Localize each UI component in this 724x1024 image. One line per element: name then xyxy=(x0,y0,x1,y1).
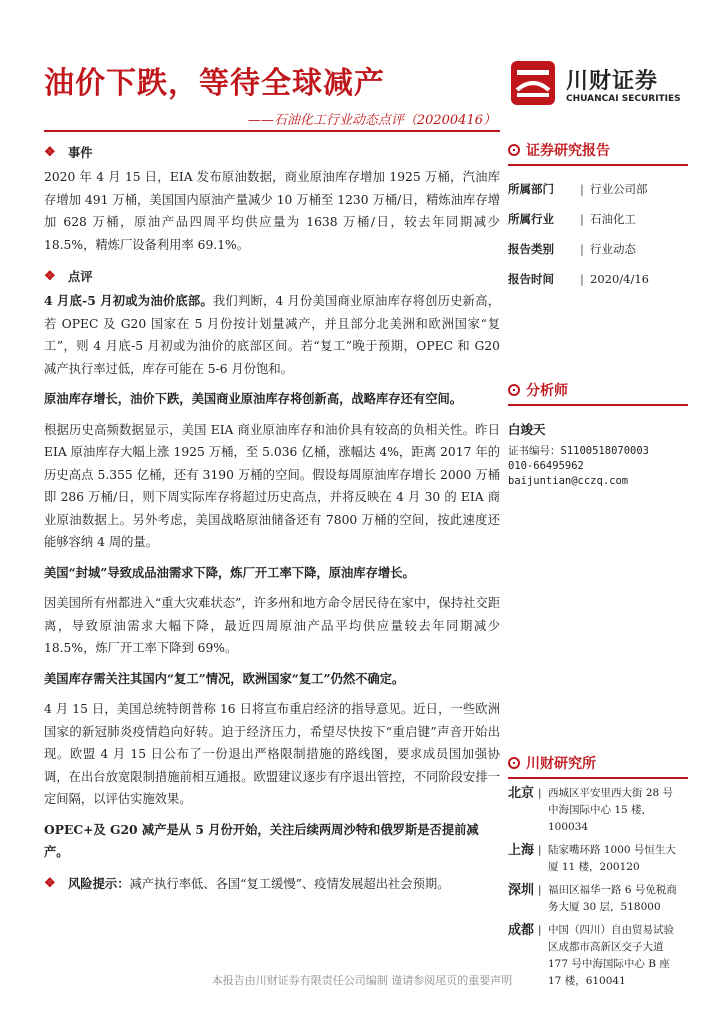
office-address: 中国（四川）自由贸易试验区成都市高新区交子大道 177 号中海国际中心 B 座 17 楼，610041 xyxy=(548,924,674,987)
report-info-head xyxy=(508,140,688,166)
analyst-phone: 010-66495962 xyxy=(508,460,584,472)
info-row: 报告时间 | 2020/4/16 xyxy=(508,272,649,286)
office-item: 深圳 | 福田区福华一路 6 号免税商务大厦 30 层，518000 xyxy=(508,882,688,916)
risk-section xyxy=(44,872,500,898)
diamond-bullet-icon: ❖ xyxy=(44,876,56,892)
event-paragraph: 2020 年 4 月 15 日，EIA 发布原油数据，商业原油库存增加 1925 万桶，汽油库存增加 491 万桶，美国国内原油产量减少 10 万桶至 1230 万桶/日，精炼油库存增加 628 万桶，原油产品四周平均供应量为 1638 万桶/日，较去年同期减少 18.5%，精炼厂设备利用率 69.1%。 xyxy=(44,170,500,252)
subheading-opec: OPEC+及 G20 减产是从 5 月份开始，关注后续两周沙特和俄罗斯是否提前减产。 xyxy=(44,821,479,859)
info-value: 石油化工 xyxy=(590,212,636,226)
inventory-paragraph: 根据历史高频数据显示，美国 EIA 商业原油库存和油价具有较高的负相关性。昨日 EIA 原油库存大幅上涨 1925 万桶，至 5.036 亿桶，涨幅达 4%，距离 2017 年的历史高点 5.355 亿桶，还有 3190 万桶的空间。假设每周原油库存增长 2000 万桶即 286 万桶/日，则下周实际库存将超过历史高点，并将反映在 4 月 30 的 EIA 商业原油数据上。另外考虑，美国战略原油储备还有 7800 万桶的空间，按此速度还能够容纳 4 周的量。 xyxy=(44,422,500,549)
research-title: 川财研究所 xyxy=(526,756,596,772)
office-list xyxy=(508,785,688,990)
title-divider xyxy=(44,130,500,132)
office-address: 福田区福华一路 6 号免税商务大厦 30 层，518000 xyxy=(548,884,677,913)
event-label: 事件 xyxy=(68,144,93,160)
analyst-head xyxy=(508,380,688,406)
comment-section-head xyxy=(44,264,500,290)
info-row: 报告类别 | 行业动态 xyxy=(508,242,636,256)
subheading-inventory: 原油库存增长，油价下跌，美国商业原油库存将创新高，战略库存还有空间。 xyxy=(44,391,463,406)
office-address: 陆家嘴环路 1000 号恒生大厦 11 楼，200120 xyxy=(548,844,676,873)
info-value: 行业公司部 xyxy=(590,182,648,196)
info-key: 报告类别 xyxy=(508,242,554,256)
comment-label: 点评 xyxy=(68,268,93,284)
diamond-bullet-icon: ❖ xyxy=(44,268,56,284)
office-item: 北京 | 西城区平安里西大街 28 号中海国际中心 15 楼，100034 xyxy=(508,785,688,836)
office-address: 西城区平安里西大街 28 号中海国际中心 15 楼，100034 xyxy=(548,787,674,833)
office-city: 深圳 xyxy=(508,883,535,898)
info-key: 所属行业 xyxy=(508,212,554,226)
event-section-head xyxy=(44,140,500,166)
research-head xyxy=(508,753,688,779)
circle-bullet-icon xyxy=(508,144,520,156)
logo-mark-icon xyxy=(510,60,556,106)
info-value: 2020/4/16 xyxy=(590,272,649,286)
company-logo xyxy=(510,60,690,110)
logo-english-name: CHUANCAI SECURITIES xyxy=(566,94,681,104)
analyst-title: 分析师 xyxy=(526,383,568,399)
analyst-cert: 证书编号：S1100518070003 xyxy=(508,445,650,457)
info-key: 报告时间 xyxy=(508,272,554,286)
analyst-email[interactable]: baijuntian@cczq.com xyxy=(508,475,629,487)
report-subtitle: ——石油化工行业动态点评（20200416） xyxy=(247,113,496,128)
office-item: 上海 | 陆家嘴环路 1000 号恒生大厦 11 楼，200120 xyxy=(508,842,688,876)
info-value: 行业动态 xyxy=(590,242,636,256)
risk-label: 风险提示： xyxy=(68,876,130,892)
page-footer: 本报告由川财证券有限责任公司编制 谨请参阅尾页的重要声明 xyxy=(211,974,513,987)
circle-bullet-icon xyxy=(508,757,520,769)
sidebar xyxy=(508,140,688,996)
paragraph-body: 我们判断，4 月份美国商业原油库存将创历史新高，若 OPEC 及 G20 国家在 5 月份按计划量减产，并且部分北美洲和欧洲国家“复工”，则 4 月底-5 月初或为油价的底部区间。若“复工”晚于预期，OPEC 和 G20 减产执行率过低，库存可能在 5-6 月份饱和。 xyxy=(44,294,501,376)
analyst-name: 白竣天 xyxy=(508,422,546,437)
report-title: 油价下跌，等待全球减产 xyxy=(44,66,385,101)
logo-chinese-name: 川财证券 xyxy=(566,69,659,94)
info-row: 所属行业 | 石油化工 xyxy=(508,212,636,226)
reopening-paragraph: 4 月 15 日，美国总统特朗普称 16 日将宣布重启经济的指导意见。近日，一些欧洲国家的新冠肺炎疫情趋向好转。迫于经济压力，希望尽快按下“重启键”声音开始出现。欧盟 4 月 15 日公布了一份退出严格限制措施的路线图，要求成员国加强协调，在出台放宽限制措施前相互通报。欧盟建议逐步有序退出管控，不同阶段安排一定间隔，以评估实施效果。 xyxy=(44,702,500,806)
paragraph-lead: 4 月底-5 月初或为油价底部。 xyxy=(44,293,213,308)
lockdown-paragraph: 因美国所有州都进入“重大灾难状态”，许多州和地方命令居民待在家中，保持社交距离，导致原油需求大幅下降，最近四周原油产品平均供应量较去年同期减少 18.5%，炼厂开工率下降到 69%。 xyxy=(44,596,500,655)
office-city: 成都 xyxy=(508,923,535,938)
office-city: 北京 xyxy=(508,786,535,801)
office-item: 成都 | 中国（四川）自由贸易试验区成都市高新区交子大道 177 号中海国际中心 B 座 17 楼，610041 xyxy=(508,922,688,990)
info-row: 所属部门 | 行业公司部 xyxy=(508,182,648,196)
subheading-reopening: 美国库存需关注其国内“复工”情况，欧洲国家“复工”仍然不确定。 xyxy=(44,670,405,686)
circle-bullet-icon xyxy=(508,384,520,396)
comment-paragraph-1 xyxy=(44,290,500,380)
report-info-table xyxy=(508,174,688,294)
report-info-title: 证券研究报告 xyxy=(526,143,610,159)
subheading-lockdown: 美国“封城”导致成品油需求下降，炼厂开工率下降，原油库存增长。 xyxy=(44,564,415,580)
main-content xyxy=(44,140,500,898)
risk-text: 减产执行率低、各国“复工缓慢”、疫情发展超出社会预期。 xyxy=(129,877,450,892)
info-key: 所属部门 xyxy=(508,182,554,196)
diamond-bullet-icon: ❖ xyxy=(44,144,56,160)
office-city: 上海 xyxy=(508,843,535,858)
